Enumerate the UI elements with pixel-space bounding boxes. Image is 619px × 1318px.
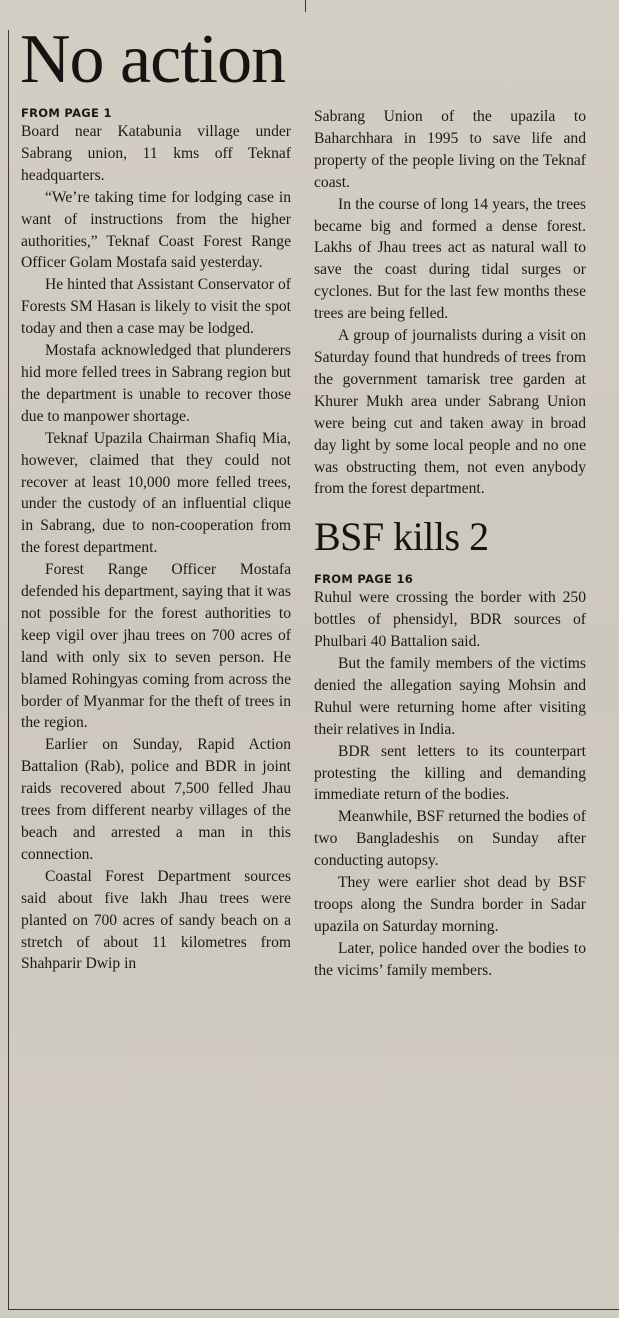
paragraph: He hinted that Assistant Conservator of Forests SM Hasan is likely to visit the spot today and then a case may be lodged. <box>21 276 291 338</box>
paragraph: Coastal Forest Department sources said about five lakh Jhau trees were planted on 700 acres of sandy beach on a stretch of about 11 kilometres from Shahparir Dwip in <box>21 867 291 973</box>
column-rule-top <box>305 0 306 12</box>
left-rule <box>8 30 9 1310</box>
paragraph: Mostafa acknowledged that plunderers hid more felled trees in Sabrang region but the department is unable to recover those due to manpower shortage. <box>21 342 291 425</box>
paragraph: Sabrang Union of the upazila to Baharchhara in 1995 to save life and property of the people living on the Teknaf coast. <box>314 108 586 191</box>
paragraph: But the family members of the victims denied the allegation saying Mohsin and Ruhul were returning home after visiting their relatives in India. <box>314 655 586 738</box>
paragraph: “We’re taking time for lodging case in want of instructions from the higher authorities,” Teknaf Coast Forest Range Officer Golam Mostafa said yesterday. <box>21 188 291 272</box>
paragraph: Earlier on Sunday, Rapid Action Battalion (Rab), police and BDR in joint raids recovered about 7,500 felled Jhau trees from different nearby villages of the beach and arrested a man in this connection. <box>21 736 291 863</box>
column-2 <box>314 106 586 982</box>
continued-from-kicker: FROM PAGE 16 <box>314 572 414 587</box>
paragraph: In the course of long 14 years, the trees became big and formed a dense forest. Lakhs of Jhau trees act as natural wall to save the coast during tidal surges or cyclones. But for the last few months these trees are being felled. <box>314 195 586 323</box>
paragraph: Ruhul were crossing the border with 250 bottles of phensidyl, BDR sources of Phulbari 40 Battalion said. <box>314 589 586 651</box>
continued-from-kicker: FROM PAGE 1 <box>21 106 112 120</box>
paragraph: A group of journalists during a visit on Saturday found that hundreds of trees from the government tamarisk tree garden at Khurer Mukh area under Sabrang Union were being cut and taken away in broad day light by some local people and no one was obstructing them, not even anybody from the forest department. <box>314 327 586 498</box>
paragraph: Forest Range Officer Mostafa defended his department, saying that it was not possible for the forest authorities to keep vigil over jhau trees on 700 acres of land with only six to seven person. He blamed Rohingyas coming from across the border of Myanmar for the theft of trees in the region. <box>21 561 291 732</box>
paragraph: BDR sent letters to its counterpart protesting the killing and demanding immediate return of the bodies. <box>314 742 586 804</box>
paragraph: Later, police handed over the bodies to the vicims’ family members. <box>314 939 586 979</box>
headline: No action <box>20 21 286 98</box>
paragraph: Teknaf Upazila Chairman Shafiq Mia, however, claimed that they could not recover at least 10,000 more felled trees, under the custody of an influential clique in Sabrang, due to non-cooperation from the forest department. <box>21 429 291 557</box>
column-1 <box>21 106 291 975</box>
paragraph: They were earlier shot dead by BSF troops along the Sundra border in Sadar upazila on Saturday morning. <box>314 874 586 935</box>
second-story-headline: BSF kills 2 <box>314 514 489 560</box>
paragraph: Board near Katabunia village under Sabrang union, 11 kms off Teknaf headquarters. <box>21 123 291 184</box>
paragraph: Meanwhile, BSF returned the bodies of two Bangladeshis on Sunday after conducting autopsy. <box>314 808 586 870</box>
bottom-rule <box>8 1309 619 1310</box>
